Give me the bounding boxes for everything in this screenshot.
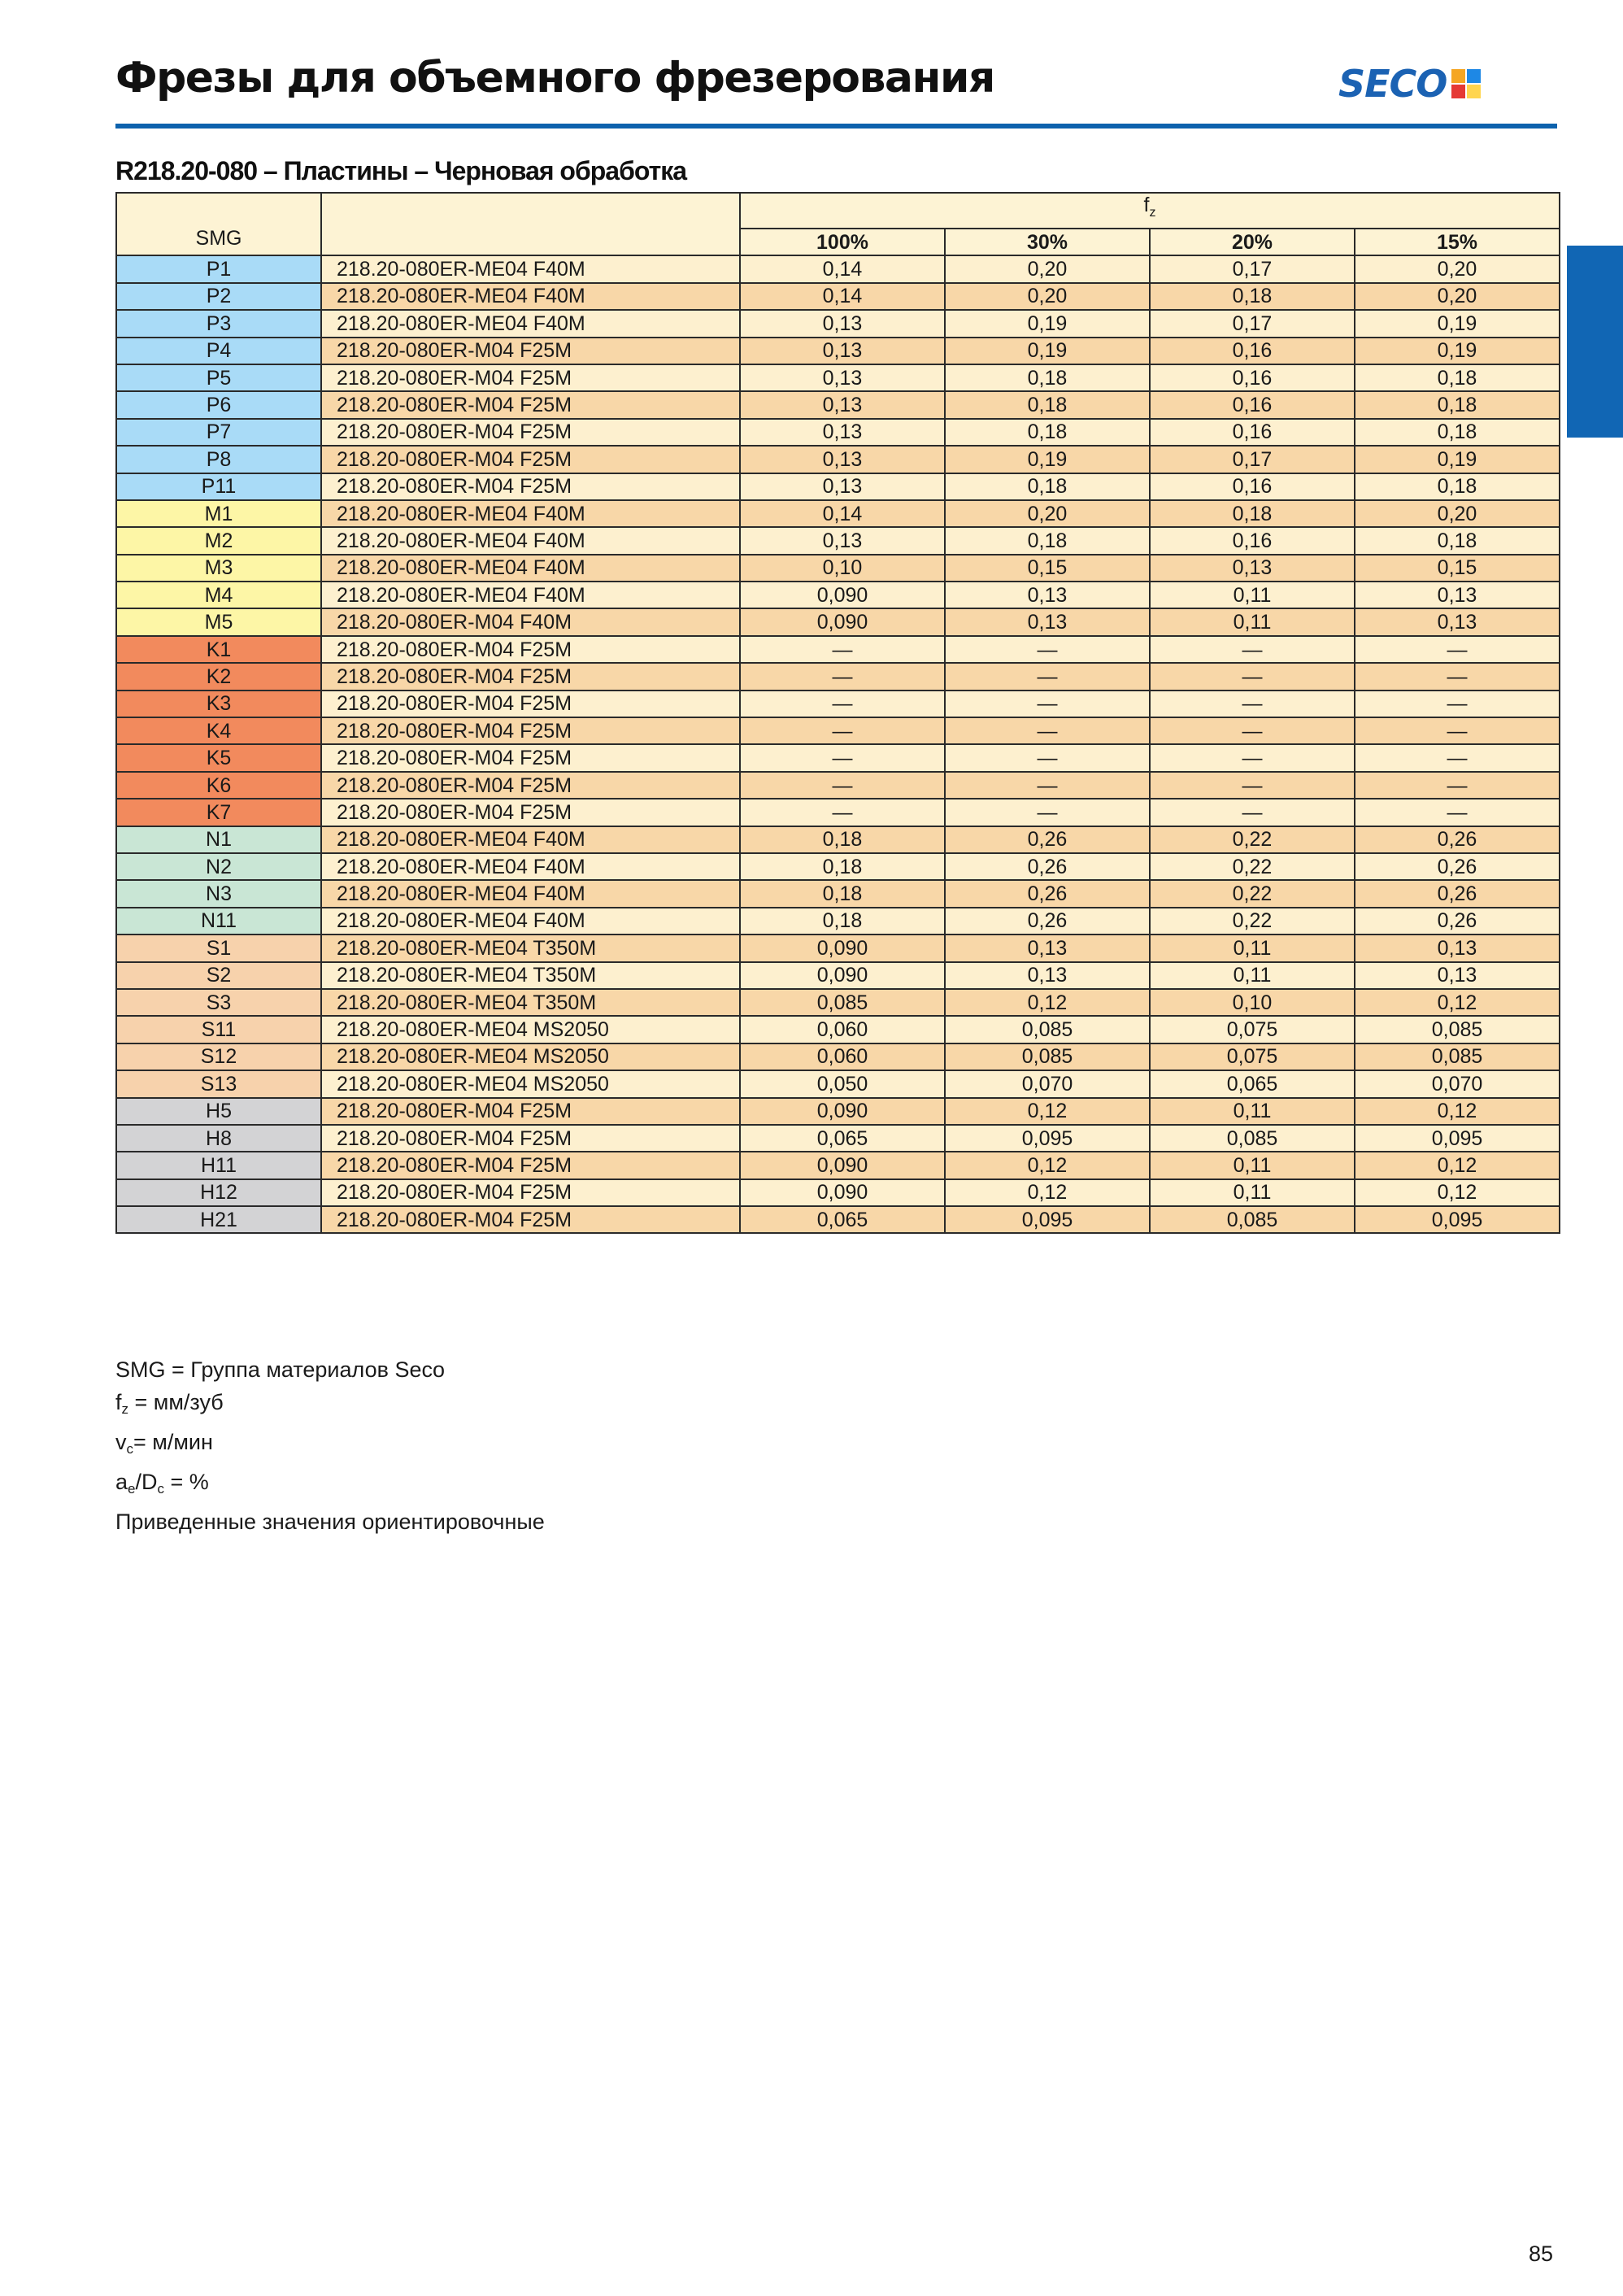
note-vc: [115, 1426, 545, 1466]
table-row: [116, 446, 1560, 473]
smg-cell: S2: [116, 962, 321, 989]
fz-value-cell: 0,18: [740, 880, 945, 907]
fz-value-cell: 0,13: [945, 582, 1150, 608]
fz-value-cell: 0,14: [740, 283, 945, 310]
fz-value-cell: 0,095: [945, 1206, 1150, 1233]
fz-value-cell: —: [740, 744, 945, 771]
fz-value-cell: —: [740, 717, 945, 744]
insert-code-cell: 218.20-080ER-ME04 F40M: [321, 255, 740, 282]
logo-mark-square: [1467, 85, 1481, 98]
fz-value-cell: —: [945, 744, 1150, 771]
fz-value-cell: 0,16: [1150, 527, 1355, 554]
note-smg: SMG = Группа материалов Seco: [115, 1357, 445, 1382]
logo-mark-icon: [1451, 69, 1481, 98]
insert-code-cell: 218.20-080ER-M04 F25M: [321, 1179, 740, 1206]
smg-cell: S11: [116, 1016, 321, 1043]
fz-value-cell: 0,13: [1355, 608, 1560, 635]
fz-value-cell: 0,22: [1150, 853, 1355, 880]
fz-value-cell: 0,090: [740, 1098, 945, 1125]
smg-cell: S3: [116, 989, 321, 1016]
table-row: [116, 880, 1560, 907]
fz-value-cell: 0,090: [740, 935, 945, 961]
fz-value-cell: 0,16: [1150, 419, 1355, 446]
insert-code-cell: 218.20-080ER-ME04 T350M: [321, 935, 740, 961]
fz-value-cell: 0,085: [1150, 1206, 1355, 1233]
smg-cell: H5: [116, 1098, 321, 1125]
note-ae: [115, 1466, 545, 1505]
insert-code-cell: 218.20-080ER-M04 F25M: [321, 1098, 740, 1125]
fz-value-cell: 0,18: [1150, 283, 1355, 310]
fz-value-cell: —: [1355, 636, 1560, 663]
fz-value-cell: —: [1150, 636, 1355, 663]
insert-code-cell: 218.20-080ER-M04 F25M: [321, 772, 740, 799]
fz-value-cell: 0,13: [740, 473, 945, 500]
insert-code-cell: 218.20-080ER-ME04 T350M: [321, 989, 740, 1016]
fz-value-cell: 0,12: [1355, 1179, 1560, 1206]
table-row: [116, 391, 1560, 418]
fz-value-cell: 0,19: [945, 310, 1150, 337]
smg-cell: M4: [116, 582, 321, 608]
fz-value-cell: —: [1355, 663, 1560, 690]
fz-value-cell: 0,18: [945, 364, 1150, 391]
table-row: [116, 1098, 1560, 1125]
note-fz: [115, 1386, 545, 1426]
fz-value-cell: 0,095: [1355, 1125, 1560, 1152]
fz-value-cell: 0,060: [740, 1043, 945, 1070]
insert-code-cell: 218.20-080ER-ME04 F40M: [321, 853, 740, 880]
note-ae-dc: /D: [135, 1470, 158, 1494]
insert-code-cell: 218.20-080ER-M04 F25M: [321, 446, 740, 473]
fz-value-cell: 0,22: [1150, 880, 1355, 907]
fz-value-cell: 0,18: [945, 473, 1150, 500]
fz-value-cell: 0,12: [1355, 989, 1560, 1016]
insert-code-cell: 218.20-080ER-ME04 F40M: [321, 582, 740, 608]
fz-value-cell: 0,17: [1150, 310, 1355, 337]
fz-value-cell: 0,18: [740, 826, 945, 853]
feed-table: [115, 192, 1560, 1234]
fz-value-cell: 0,075: [1150, 1016, 1355, 1043]
table-row: [116, 962, 1560, 989]
insert-code-cell: 218.20-080ER-M04 F25M: [321, 391, 740, 418]
fz-value-cell: 0,11: [1150, 1179, 1355, 1206]
section-title: R218.20-080 – Пластины – Черновая обработка: [115, 156, 687, 185]
chapter-side-tab: [1567, 246, 1623, 438]
fz-value-cell: 0,26: [945, 908, 1150, 935]
insert-code-cell: 218.20-080ER-ME04 F40M: [321, 283, 740, 310]
note-fz-symbol: f: [115, 1390, 122, 1414]
fz-value-cell: —: [945, 636, 1150, 663]
fz-value-cell: 0,20: [945, 255, 1150, 282]
fz-value-cell: 0,085: [1355, 1016, 1560, 1043]
table-row: [116, 1152, 1560, 1178]
fz-value-cell: —: [945, 663, 1150, 690]
fz-value-cell: 0,19: [945, 338, 1150, 364]
fz-value-cell: 0,085: [945, 1043, 1150, 1070]
fz-value-cell: 0,12: [1355, 1152, 1560, 1178]
fz-value-cell: 0,13: [945, 608, 1150, 635]
fz-value-cell: 0,10: [740, 555, 945, 582]
table-row: [116, 527, 1560, 554]
note-fz-unit: = мм/зуб: [128, 1390, 224, 1414]
insert-code-cell: 218.20-080ER-M04 F25M: [321, 1125, 740, 1152]
smg-cell: K2: [116, 663, 321, 690]
table-row: [116, 989, 1560, 1016]
insert-code-cell: 218.20-080ER-M04 F25M: [321, 663, 740, 690]
table-row: [116, 1043, 1560, 1070]
smg-cell: S12: [116, 1043, 321, 1070]
fz-value-cell: —: [1355, 744, 1560, 771]
insert-code-cell: 218.20-080ER-M04 F25M: [321, 691, 740, 717]
fz-value-cell: 0,20: [945, 283, 1150, 310]
note-disclaimer: Приведенные значения ориентировочные: [115, 1510, 545, 1534]
percent-header: 30%: [945, 229, 1150, 255]
fz-value-cell: 0,20: [1355, 255, 1560, 282]
fz-value-cell: 0,16: [1150, 338, 1355, 364]
smg-cell: S13: [116, 1070, 321, 1097]
fz-value-cell: —: [945, 799, 1150, 826]
insert-code-cell: 218.20-080ER-ME04 MS2050: [321, 1070, 740, 1097]
fz-value-cell: 0,065: [1150, 1070, 1355, 1097]
fz-value-cell: 0,085: [945, 1016, 1150, 1043]
fz-value-cell: 0,20: [1355, 283, 1560, 310]
insert-code-cell: 218.20-080ER-ME04 F40M: [321, 310, 740, 337]
fz-value-cell: —: [740, 691, 945, 717]
fz-value-cell: 0,26: [1355, 880, 1560, 907]
smg-cell: K5: [116, 744, 321, 771]
logo-text: SECO: [1338, 62, 1447, 106]
title-rule: [115, 124, 1557, 129]
note-vc-symbol: v: [115, 1430, 127, 1454]
table-row: [116, 853, 1560, 880]
table-row: [116, 500, 1560, 527]
table-row: [116, 555, 1560, 582]
insert-code-cell: 218.20-080ER-M04 F25M: [321, 338, 740, 364]
fz-value-cell: 0,090: [740, 1152, 945, 1178]
logo-mark-square: [1451, 69, 1465, 83]
smg-cell: H21: [116, 1206, 321, 1233]
table-row: [116, 255, 1560, 282]
fz-value-cell: 0,26: [945, 880, 1150, 907]
smg-cell: H8: [116, 1125, 321, 1152]
header-row: [116, 193, 1560, 229]
smg-cell: N2: [116, 853, 321, 880]
table-row: [116, 1206, 1560, 1233]
fz-value-cell: —: [1150, 663, 1355, 690]
fz-value-cell: 0,14: [740, 255, 945, 282]
fz-value-cell: 0,12: [945, 1098, 1150, 1125]
fz-value-cell: 0,22: [1150, 908, 1355, 935]
table-row: [116, 310, 1560, 337]
smg-cell: H12: [116, 1179, 321, 1206]
fz-value-cell: 0,17: [1150, 255, 1355, 282]
smg-cell: K1: [116, 636, 321, 663]
insert-code-cell: 218.20-080ER-ME04 F40M: [321, 826, 740, 853]
fz-value-cell: 0,090: [740, 962, 945, 989]
insert-code-cell: 218.20-080ER-M04 F25M: [321, 744, 740, 771]
fz-value-cell: 0,13: [740, 527, 945, 554]
fz-value-cell: 0,18: [1355, 527, 1560, 554]
table-row: [116, 1070, 1560, 1097]
logo-mark-square: [1467, 69, 1481, 83]
fz-sub: z: [1149, 206, 1156, 220]
fz-value-cell: 0,13: [740, 419, 945, 446]
insert-code-cell: 218.20-080ER-M04 F25M: [321, 636, 740, 663]
smg-cell: P1: [116, 255, 321, 282]
fz-value-cell: 0,26: [1355, 853, 1560, 880]
fz-value-cell: —: [1150, 772, 1355, 799]
smg-cell: P4: [116, 338, 321, 364]
fz-value-cell: 0,16: [1150, 473, 1355, 500]
note-ae-sub: e: [128, 1481, 136, 1497]
table-row: [116, 338, 1560, 364]
smg-cell: M2: [116, 527, 321, 554]
fz-value-cell: 0,095: [1355, 1206, 1560, 1233]
fz-value-cell: 0,050: [740, 1070, 945, 1097]
fz-value-cell: 0,13: [1355, 935, 1560, 961]
fz-value-cell: 0,12: [1355, 1098, 1560, 1125]
insert-code-cell: 218.20-080ER-M04 F25M: [321, 364, 740, 391]
fz-value-cell: 0,12: [945, 1152, 1150, 1178]
notes: [115, 1353, 545, 1538]
fz-value-cell: 0,18: [740, 853, 945, 880]
fz-value-cell: 0,12: [945, 1179, 1150, 1206]
fz-value-cell: 0,14: [740, 500, 945, 527]
page-title: Фрезы для объемного фрезерования: [115, 54, 994, 102]
fz-value-cell: —: [945, 691, 1150, 717]
smg-cell: P8: [116, 446, 321, 473]
code-header: [321, 193, 740, 255]
fz-value-cell: 0,085: [1355, 1043, 1560, 1070]
fz-value-cell: 0,19: [1355, 310, 1560, 337]
fz-value-cell: 0,18: [1355, 473, 1560, 500]
fz-value-cell: 0,18: [740, 908, 945, 935]
insert-code-cell: 218.20-080ER-ME04 MS2050: [321, 1043, 740, 1070]
table-row: [116, 364, 1560, 391]
fz-value-cell: 0,18: [945, 391, 1150, 418]
insert-code-cell: 218.20-080ER-M04 F25M: [321, 717, 740, 744]
smg-cell: K3: [116, 691, 321, 717]
percent-header: 20%: [1150, 229, 1355, 255]
fz-value-cell: —: [1150, 691, 1355, 717]
fz-value-cell: 0,065: [740, 1206, 945, 1233]
fz-value-cell: 0,13: [740, 310, 945, 337]
smg-cell: P6: [116, 391, 321, 418]
table-row: [116, 799, 1560, 826]
fz-value-cell: —: [740, 663, 945, 690]
fz-value-cell: 0,16: [1150, 364, 1355, 391]
fz-value-cell: —: [1150, 717, 1355, 744]
fz-value-cell: 0,18: [945, 419, 1150, 446]
fz-value-cell: 0,065: [740, 1125, 945, 1152]
table-row: [116, 826, 1560, 853]
fz-value-cell: —: [1355, 772, 1560, 799]
insert-code-cell: 218.20-080ER-ME04 F40M: [321, 880, 740, 907]
page-number: 85: [1529, 2242, 1554, 2266]
fz-value-cell: 0,20: [945, 500, 1150, 527]
insert-code-cell: 218.20-080ER-ME04 F40M: [321, 527, 740, 554]
fz-value-cell: 0,20: [1355, 500, 1560, 527]
fz-value-cell: —: [1355, 691, 1560, 717]
insert-code-cell: 218.20-080ER-ME04 F40M: [321, 500, 740, 527]
smg-cell: N11: [116, 908, 321, 935]
insert-code-cell: 218.20-080ER-ME04 T350M: [321, 962, 740, 989]
table-row: [116, 1016, 1560, 1043]
fz-value-cell: 0,13: [740, 364, 945, 391]
insert-code-cell: 218.20-080ER-ME04 MS2050: [321, 1016, 740, 1043]
fz-value-cell: 0,22: [1150, 826, 1355, 853]
fz-value-cell: 0,18: [1355, 419, 1560, 446]
fz-value-cell: 0,19: [1355, 446, 1560, 473]
fz-value-cell: 0,13: [945, 935, 1150, 961]
fz-value-cell: 0,18: [945, 527, 1150, 554]
fz-value-cell: 0,12: [945, 989, 1150, 1016]
note-fz-sub: z: [121, 1401, 129, 1417]
table-row: [116, 582, 1560, 608]
insert-code-cell: 218.20-080ER-M04 F40M: [321, 608, 740, 635]
fz-value-cell: 0,19: [1355, 338, 1560, 364]
fz-value-cell: 0,13: [740, 446, 945, 473]
fz-value-cell: 0,13: [740, 391, 945, 418]
fz-value-cell: 0,090: [740, 1179, 945, 1206]
fz-value-cell: 0,18: [1355, 391, 1560, 418]
smg-cell: P2: [116, 283, 321, 310]
fz-value-cell: —: [740, 636, 945, 663]
percent-header: 100%: [740, 229, 945, 255]
insert-code-cell: 218.20-080ER-M04 F25M: [321, 419, 740, 446]
table-row: [116, 744, 1560, 771]
fz-value-cell: 0,18: [1150, 500, 1355, 527]
smg-cell: N1: [116, 826, 321, 853]
smg-header: SMG: [116, 193, 321, 255]
fz-value-cell: 0,13: [1355, 962, 1560, 989]
note-ae-unit: = %: [164, 1470, 209, 1494]
smg-cell: K7: [116, 799, 321, 826]
table-row: [116, 473, 1560, 500]
smg-cell: K6: [116, 772, 321, 799]
table-row: [116, 1125, 1560, 1152]
fz-value-cell: 0,10: [1150, 989, 1355, 1016]
fz-value-cell: 0,26: [945, 826, 1150, 853]
smg-cell: P3: [116, 310, 321, 337]
fz-value-cell: 0,18: [1355, 364, 1560, 391]
table-row: [116, 419, 1560, 446]
fz-value-cell: 0,070: [1355, 1070, 1560, 1097]
fz-value-cell: 0,075: [1150, 1043, 1355, 1070]
fz-value-cell: 0,060: [740, 1016, 945, 1043]
table-row: [116, 935, 1560, 961]
note-vc-sub: c: [126, 1441, 133, 1457]
table-row: [116, 663, 1560, 690]
fz-value-cell: —: [1355, 717, 1560, 744]
insert-code-cell: 218.20-080ER-ME04 F40M: [321, 555, 740, 582]
fz-value-cell: 0,26: [945, 853, 1150, 880]
fz-value-cell: 0,11: [1150, 935, 1355, 961]
smg-cell: M3: [116, 555, 321, 582]
fz-value-cell: 0,16: [1150, 391, 1355, 418]
smg-cell: P5: [116, 364, 321, 391]
note-ae-symbol: a: [115, 1470, 128, 1494]
table-row: [116, 691, 1560, 717]
fz-value-cell: 0,13: [1355, 582, 1560, 608]
fz-value-cell: —: [945, 717, 1150, 744]
table-row: [116, 1179, 1560, 1206]
smg-cell: P7: [116, 419, 321, 446]
insert-code-cell: 218.20-080ER-M04 F25M: [321, 799, 740, 826]
fz-value-cell: 0,11: [1150, 962, 1355, 989]
fz-header: [740, 193, 1560, 229]
fz-value-cell: 0,17: [1150, 446, 1355, 473]
table-row: [116, 636, 1560, 663]
table-row: [116, 908, 1560, 935]
insert-code-cell: 218.20-080ER-M04 F25M: [321, 473, 740, 500]
fz-value-cell: 0,13: [1150, 555, 1355, 582]
fz-value-cell: 0,095: [945, 1125, 1150, 1152]
smg-cell: M5: [116, 608, 321, 635]
fz-value-cell: 0,19: [945, 446, 1150, 473]
note-ae-dc-sub: c: [157, 1481, 164, 1497]
fz-value-cell: —: [740, 772, 945, 799]
fz-value-cell: 0,085: [1150, 1125, 1355, 1152]
fz-value-cell: 0,26: [1355, 826, 1560, 853]
fz-value-cell: —: [1355, 799, 1560, 826]
fz-value-cell: 0,11: [1150, 1098, 1355, 1125]
table-row: [116, 717, 1560, 744]
smg-cell: P11: [116, 473, 321, 500]
fz-value-cell: 0,13: [945, 962, 1150, 989]
fz-value-cell: —: [945, 772, 1150, 799]
insert-code-cell: 218.20-080ER-M04 F25M: [321, 1206, 740, 1233]
table-body: [116, 255, 1560, 1233]
fz-value-cell: 0,085: [740, 989, 945, 1016]
smg-cell: N3: [116, 880, 321, 907]
fz-value-cell: 0,070: [945, 1070, 1150, 1097]
fz-value-cell: —: [1150, 799, 1355, 826]
fz-value-cell: 0,11: [1150, 582, 1355, 608]
smg-cell: H11: [116, 1152, 321, 1178]
table-row: [116, 608, 1560, 635]
percent-header: 15%: [1355, 229, 1560, 255]
fz-value-cell: —: [1150, 744, 1355, 771]
fz-value-cell: 0,090: [740, 608, 945, 635]
smg-cell: S1: [116, 935, 321, 961]
table-row: [116, 772, 1560, 799]
fz-value-cell: 0,11: [1150, 608, 1355, 635]
fz-value-cell: 0,26: [1355, 908, 1560, 935]
smg-cell: M1: [116, 500, 321, 527]
note-vc-unit: = м/мин: [133, 1430, 213, 1454]
smg-cell: K4: [116, 717, 321, 744]
fz-value-cell: 0,13: [740, 338, 945, 364]
fz-value-cell: 0,090: [740, 582, 945, 608]
fz-value-cell: —: [740, 799, 945, 826]
insert-code-cell: 218.20-080ER-M04 F25M: [321, 1152, 740, 1178]
logo-mark-square: [1451, 85, 1465, 98]
seco-logo: [1338, 62, 1481, 106]
fz-value-cell: 0,11: [1150, 1152, 1355, 1178]
insert-code-cell: 218.20-080ER-ME04 F40M: [321, 908, 740, 935]
table-row: [116, 283, 1560, 310]
fz-label: f: [1143, 194, 1150, 216]
fz-value-cell: 0,15: [1355, 555, 1560, 582]
fz-value-cell: 0,15: [945, 555, 1150, 582]
